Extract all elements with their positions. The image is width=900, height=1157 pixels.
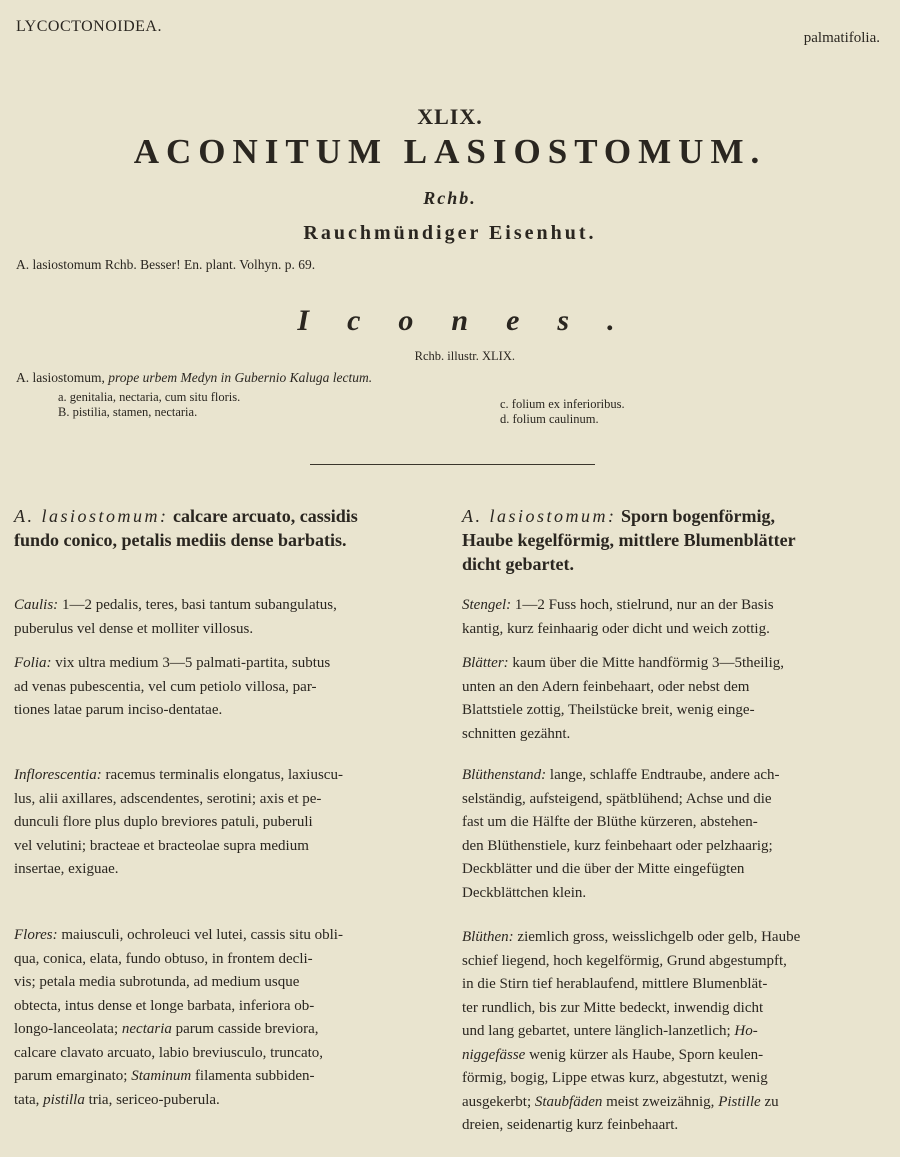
- text-line: qua, conica, elata, fundo obtuso, in frontem decli-: [14, 950, 313, 967]
- text-fragment: filamenta subbiden-: [191, 1068, 315, 1084]
- text-line: fundo conico, petalis mediis dense barbatis.: [14, 530, 347, 550]
- section-label: Blüthenstand:: [462, 767, 547, 783]
- text-line: vix ultra medium 3—5 palmati-partita, subtus: [51, 655, 331, 671]
- text-line: unten an den Adern feinbehaart, oder nebst dem: [462, 678, 750, 695]
- icones-figure-a: [16, 370, 372, 386]
- term-niggefaesse: niggefässe: [462, 1046, 526, 1063]
- text-fragment: parum casside breviora,: [171, 1021, 319, 1037]
- synonym-reference: A. lasiostomum Rchb. Besser! En. plant. Volhyn. p. 69.: [16, 257, 316, 272]
- diagnosis-term: A. lasiostomum:: [462, 506, 617, 526]
- section-label: Caulis:: [14, 597, 59, 613]
- text-line: Deckblätter und die über der Mitte eingefügten: [462, 861, 745, 877]
- term-pistilla: pistilla: [43, 1091, 85, 1108]
- species-author: Rchb.: [423, 188, 477, 208]
- text-line: ad venas pubescentia, vel cum petiolo villosa, par-: [14, 678, 317, 695]
- icones-reference: Rchb. illustr. XLIX.: [414, 349, 515, 363]
- icones-legend-right: [500, 397, 625, 427]
- text-line: obtecta, intus dense et longe barbata, inferiora ob-: [14, 997, 315, 1014]
- section-label: Inflorescentia:: [14, 767, 102, 783]
- text-line: 1—2 pedalis, teres, basi tantum subangulatus,: [58, 597, 337, 613]
- text-line: tiones latae parum inciso-dentatae.: [14, 702, 223, 718]
- term-staubfaeden: Staubfäden: [534, 1093, 603, 1110]
- text-line: Haube kegelförmig, mittlere Blumenblätter: [462, 530, 796, 550]
- latin-inflorescentia: [14, 764, 444, 882]
- text-line: schief liegend, hoch kegelförmig, Grund abgestumpft,: [462, 952, 787, 969]
- icones-heading: Icones.: [297, 304, 653, 337]
- latin-flores: [14, 924, 444, 1112]
- text-line: schnitten gezähnt.: [462, 725, 571, 742]
- icones-legend-left: [58, 390, 240, 420]
- text-line: Sporn bogenförmig,: [616, 506, 776, 526]
- text-line: maiusculi, ochroleuci vel lutei, cassis situ obli-: [57, 927, 343, 943]
- section-label: Blüthen:: [462, 929, 514, 945]
- text-fragment: longo-lanceolata;: [14, 1021, 119, 1037]
- species-title: ACONITUM LASIOSTOMUM.: [133, 132, 767, 171]
- text-line: dreien, seidenartig kurz feinbehaart.: [462, 1117, 679, 1133]
- text-line: insertae, exiguae.: [14, 861, 119, 877]
- icones-a-prefix: A. lasiostomum,: [16, 370, 105, 385]
- text-line: in die Stirn tief herablaufend, mittlere Blumenblät-: [462, 976, 768, 992]
- icones-legend-item: c. folium ex inferioribus.: [500, 397, 625, 411]
- section-label: Blätter:: [462, 655, 509, 671]
- text-line: lange, schlaffe Endtraube, andere ach-: [546, 767, 780, 783]
- text-line: calcare clavato arcuato, labio breviusculo, truncato,: [14, 1044, 324, 1061]
- plate-number: XLIX.: [417, 104, 483, 129]
- diagnosis-term: A. lasiostomum:: [14, 506, 169, 526]
- text-line: calcare arcuato, cassidis: [168, 506, 358, 526]
- icones-legend-item: d. folium caulinum.: [500, 412, 599, 426]
- icones-legend-item: a. genitalia, nectaria, cum situ floris.: [58, 390, 241, 404]
- text-line: lus, alii axillares, adscendentes, serotini; axis et pe-: [14, 790, 322, 807]
- term-nectaria: nectaria: [121, 1021, 172, 1037]
- icones-a-locality: prope urbem Medyn in Gubernio Kaluga lectum.: [108, 370, 373, 385]
- text-line: vel velutini; bracteae et bracteolae supra medium: [14, 837, 309, 854]
- text-line: Blattstiele zottig, Theilstücke breit, wenig einge-: [462, 702, 755, 718]
- text-line: förmig, bogig, Lippe etwas kurz, abgestutzt, wenig: [462, 1070, 768, 1086]
- section-label: Flores:: [14, 927, 58, 943]
- german-diagnosis: [462, 504, 892, 576]
- section-label: Stengel:: [462, 597, 512, 613]
- text-line: ziemlich gross, weisslichgelb oder gelb, Haube: [513, 929, 801, 945]
- text-line: dicht gebartet.: [462, 554, 574, 574]
- text-line: ter rundlich, bis zur Mitte bedeckt, inwendig dicht: [462, 999, 764, 1016]
- text-fragment: tria, sericeo-puberula.: [84, 1091, 220, 1108]
- german-bluethen: [462, 926, 892, 1138]
- text-line: kaum über die Mitte handförmig 3—5theilig,: [508, 655, 785, 671]
- german-blaetter: [462, 652, 892, 746]
- text-line: selständig, aufsteigend, spätblühend; Achse und die: [462, 790, 772, 807]
- text-line: dunculi flore plus duplo breviores patuli, puberuli: [14, 814, 313, 830]
- term-pistille: Pistille: [718, 1093, 761, 1110]
- text-fragment: meist zweizähnig,: [602, 1093, 715, 1110]
- latin-caulis: [14, 594, 444, 641]
- text-line: puberulus vel dense et molliter villosus.: [14, 620, 254, 637]
- text-line: vis; petala media subrotunda, ad medium usque: [14, 974, 300, 990]
- text-fragment: und lang gebartet, untere länglich-lanzetlich;: [462, 1023, 731, 1039]
- german-bluethenstand: [462, 764, 892, 905]
- running-head-section: LYCOCTONOIDEA.: [16, 18, 162, 35]
- section-label: Folia:: [14, 655, 52, 671]
- text-fragment: parum emarginato;: [14, 1068, 128, 1084]
- text-line: kantig, kurz feinhaarig oder dicht und weich zottig.: [462, 620, 770, 637]
- german-stengel: [462, 594, 892, 641]
- text-line: racemus terminalis elongatus, laxiuscu-: [101, 767, 343, 783]
- text-line: fast um die Hälfte der Blüthe kürzeren, abstehen-: [462, 814, 758, 830]
- text-fragment: wenig kürzer als Haube, Sporn keulen-: [525, 1046, 764, 1063]
- term-ho: Ho-: [734, 1023, 758, 1039]
- text-fragment: ausgekerbt;: [462, 1093, 532, 1110]
- icones-legend-item: B. pistilia, stamen, nectaria.: [58, 405, 198, 419]
- term-staminum: Staminum: [131, 1068, 192, 1084]
- text-fragment: zu: [760, 1093, 779, 1110]
- latin-diagnosis: [14, 504, 444, 552]
- text-line: Deckblättchen klein.: [462, 884, 587, 901]
- running-head-subsection: palmatifolia.: [803, 30, 880, 46]
- section-divider: [310, 464, 595, 465]
- text-fragment: tata,: [14, 1091, 40, 1108]
- latin-folia: [14, 652, 444, 723]
- text-line: den Blüthenstiele, kurz feinbehaart oder pelzhaarig;: [462, 837, 773, 854]
- german-common-name: Rauchmündiger Eisenhut.: [303, 222, 597, 244]
- text-line: 1—2 Fuss hoch, stielrund, nur an der Basis: [511, 597, 774, 613]
